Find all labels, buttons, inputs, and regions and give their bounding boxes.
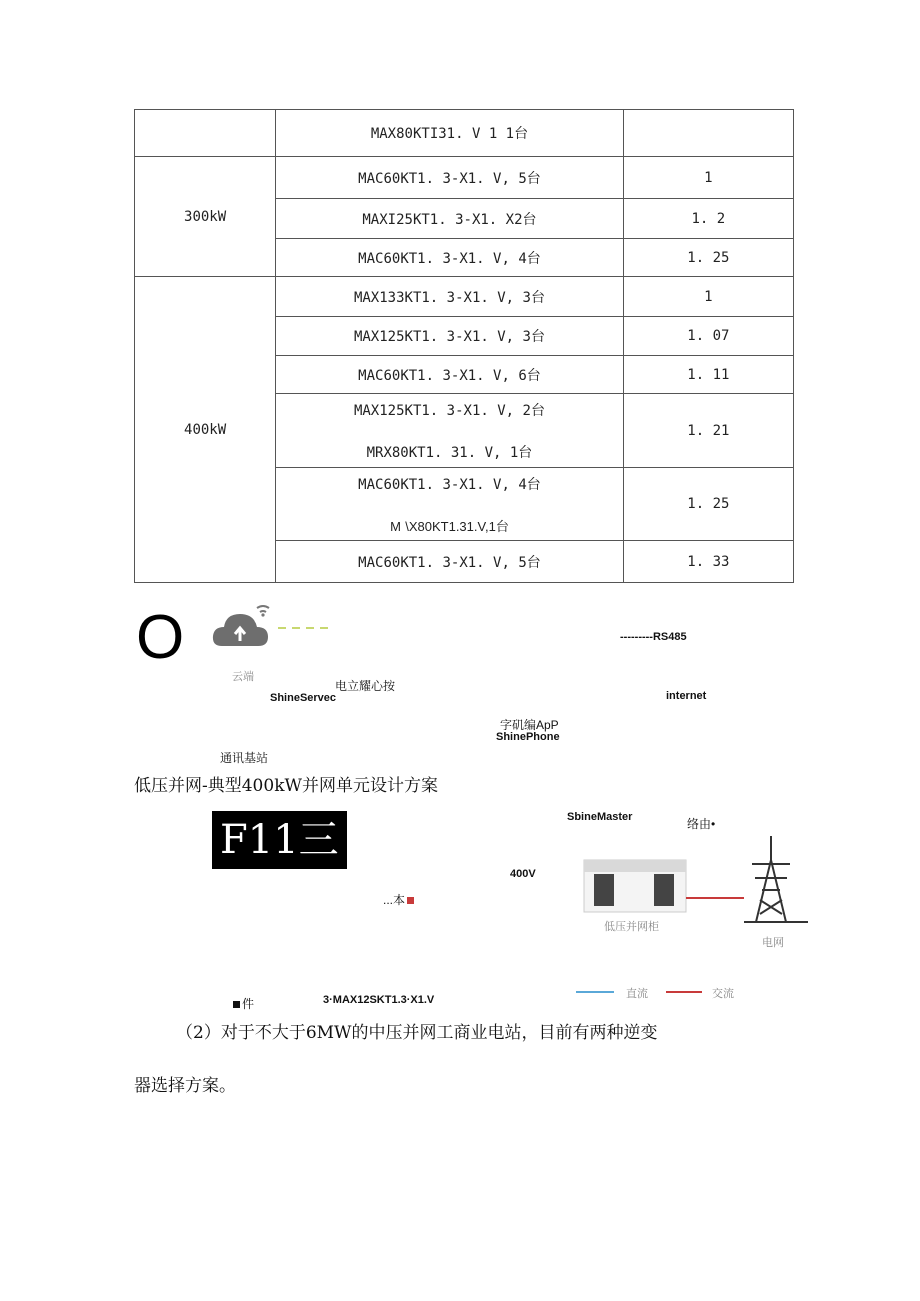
table-cell: 1. 2 — [623, 199, 793, 239]
capacity-cell: 300kW — [135, 157, 276, 277]
shinemaster-label: SbineMaster — [567, 811, 633, 823]
cell-line: MRX80KT1. 31. V, 1台 — [366, 444, 533, 461]
cabinet-label: 低压并网柜 — [604, 920, 659, 933]
parts-text: 件 — [242, 997, 255, 1011]
table-cell — [623, 110, 793, 157]
diagram-heading: 低压并网-典型400kW并网单元设计方案 — [134, 776, 438, 796]
base-station-label: 通讯基站 — [220, 751, 269, 765]
f11-block: F11三 — [212, 811, 347, 869]
table-row — [135, 157, 794, 199]
ben-text: ...本 — [383, 893, 406, 907]
table-cell: 1. 11 — [623, 356, 793, 394]
ac-legend-line — [666, 991, 702, 993]
router-label: 络由• — [687, 817, 716, 831]
table-cell: MAC60KT1. 3-X1. V, 5台 — [276, 541, 624, 583]
table-cell: 1. 25 — [623, 468, 793, 541]
internet-label: internet — [666, 690, 707, 702]
table-cell: MAC60KT1. 3-X1. V, 4台 — [276, 239, 624, 277]
table-cell: MAC60KT1. 3-X1. V, 5台 — [276, 157, 624, 199]
table-cell: 1 — [623, 157, 793, 199]
table-cell — [276, 468, 624, 541]
table-cell: MAC60KT1. 3-X1. V, 6台 — [276, 356, 624, 394]
inverter-config-table — [134, 109, 794, 583]
paragraph-line-2: 器选择方案。 — [134, 1076, 236, 1096]
table-cell: 1 — [623, 277, 793, 317]
dc-legend-line — [576, 991, 614, 993]
monitor-center-label: 电立耀心按 — [335, 679, 396, 693]
cloud-label: 云端 — [232, 670, 254, 683]
inverter-label: 3·MAX12SKT1.3·X1.V — [323, 994, 435, 1006]
table-cell: MAXI25KT1. 3-X1. X2台 — [276, 199, 624, 239]
voltage-label: 400V — [510, 868, 536, 880]
ac-legend-label: 交流 — [712, 987, 734, 1000]
capacity-cell: 400kW — [135, 277, 276, 583]
shinephone-label: ShinePhone — [496, 731, 560, 743]
table-cell — [135, 110, 276, 157]
cell-line: MAC60KT1. 3-X1. V, 4台 — [358, 476, 541, 493]
app-label: 字矶编ApP — [500, 718, 559, 732]
table-cell: 1. 25 — [623, 239, 793, 277]
table-cell: MAX125KT1. 3-X1. V, 3台 — [276, 317, 624, 356]
cell-line: MAX125KT1. 3-X1. V, 2台 — [353, 402, 545, 419]
ben-label — [383, 891, 414, 908]
table-cell: 1. 33 — [623, 541, 793, 583]
black-square-icon — [233, 1001, 240, 1008]
grid-label: 电网 — [762, 936, 784, 949]
table-cell: 1. 07 — [623, 317, 793, 356]
table-cell: MAX80KTI31. V 1 1台 — [276, 110, 624, 157]
table-row — [135, 110, 794, 157]
cell-line: M \X80KT1.31.V,1台 — [390, 518, 509, 534]
cloud-icon — [210, 594, 340, 664]
table-cell — [276, 394, 624, 468]
dc-legend-label: 直流 — [626, 987, 648, 1000]
paragraph-line-1: （2）对于不大于6MW的中压并网工商业电站，目前有两种逆变 — [176, 1023, 658, 1043]
table-cell: MAX133KT1. 3-X1. V, 3台 — [276, 277, 624, 317]
parts-label — [233, 995, 254, 1012]
table-row — [135, 277, 794, 317]
red-square-icon — [407, 897, 414, 904]
big-letter: O — [136, 603, 185, 672]
rs485-label: ---------RS485 — [620, 631, 687, 643]
table-cell: 1. 21 — [623, 394, 793, 468]
shineserver-label: ShineServec — [270, 692, 337, 704]
